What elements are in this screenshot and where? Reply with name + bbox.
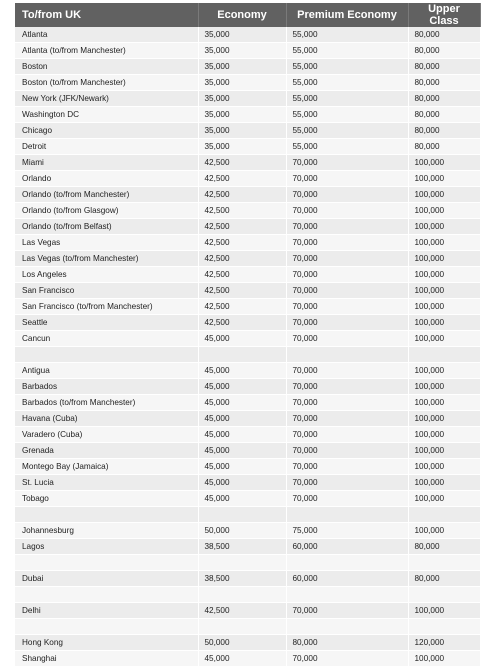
economy-cell: 45,000 xyxy=(198,331,286,347)
premium-economy-cell: 60,000 xyxy=(286,571,408,587)
upper-class-cell: 100,000 xyxy=(408,171,480,187)
upper-class-cell: 100,000 xyxy=(408,603,480,619)
economy-cell: 42,500 xyxy=(198,267,286,283)
premium-economy-cell: 70,000 xyxy=(286,219,408,235)
route-cell: St. Lucia xyxy=(15,475,198,491)
upper-class-cell: 100,000 xyxy=(408,203,480,219)
header-premium-economy: Premium Economy xyxy=(286,3,408,27)
economy-cell: 35,000 xyxy=(198,43,286,59)
premium-economy-cell: 55,000 xyxy=(286,75,408,91)
header-route: To/from UK xyxy=(15,3,198,27)
route-cell: Barbados (to/from Manchester) xyxy=(15,395,198,411)
upper-class-cell: 80,000 xyxy=(408,107,480,123)
spacer-row xyxy=(15,555,480,571)
rewards-table xyxy=(15,3,481,667)
route-cell: Havana (Cuba) xyxy=(15,411,198,427)
route-cell: Johannesburg xyxy=(15,523,198,539)
table-row xyxy=(15,171,480,187)
upper-class-cell: 100,000 xyxy=(408,411,480,427)
economy-cell: 45,000 xyxy=(198,459,286,475)
route-cell: Shanghai xyxy=(15,651,198,667)
upper-class-cell: 80,000 xyxy=(408,123,480,139)
route-cell: San Francisco xyxy=(15,283,198,299)
premium-economy-cell: 70,000 xyxy=(286,315,408,331)
upper-class-cell: 100,000 xyxy=(408,251,480,267)
upper-class-cell: 100,000 xyxy=(408,523,480,539)
economy-cell xyxy=(198,587,286,603)
upper-class-cell xyxy=(408,555,480,571)
premium-economy-cell: 55,000 xyxy=(286,123,408,139)
route-cell: Varadero (Cuba) xyxy=(15,427,198,443)
table-row xyxy=(15,363,480,379)
route-cell: Atlanta (to/from Manchester) xyxy=(15,43,198,59)
economy-cell: 42,500 xyxy=(198,219,286,235)
rewards-table-container xyxy=(15,3,480,667)
economy-cell: 42,500 xyxy=(198,283,286,299)
route-cell: Grenada xyxy=(15,443,198,459)
table-row xyxy=(15,411,480,427)
premium-economy-cell: 55,000 xyxy=(286,91,408,107)
route-cell: Barbados xyxy=(15,379,198,395)
route-cell: Orlando (to/from Glasgow) xyxy=(15,203,198,219)
route-cell: Washington DC xyxy=(15,107,198,123)
route-cell: Montego Bay (Jamaica) xyxy=(15,459,198,475)
premium-economy-cell: 80,000 xyxy=(286,635,408,651)
table-row xyxy=(15,219,480,235)
economy-cell: 35,000 xyxy=(198,91,286,107)
economy-cell: 35,000 xyxy=(198,27,286,43)
route-cell: Atlanta xyxy=(15,27,198,43)
upper-class-cell: 80,000 xyxy=(408,59,480,75)
route-cell: Detroit xyxy=(15,139,198,155)
table-row xyxy=(15,235,480,251)
upper-class-cell: 80,000 xyxy=(408,571,480,587)
economy-cell: 35,000 xyxy=(198,139,286,155)
economy-cell: 42,500 xyxy=(198,155,286,171)
header-upper-class: Upper Class xyxy=(408,3,480,27)
table-row xyxy=(15,187,480,203)
table-row xyxy=(15,203,480,219)
upper-class-cell: 100,000 xyxy=(408,651,480,667)
premium-economy-cell: 75,000 xyxy=(286,523,408,539)
premium-economy-cell: 70,000 xyxy=(286,203,408,219)
economy-cell: 35,000 xyxy=(198,75,286,91)
economy-cell xyxy=(198,347,286,363)
route-cell: Orlando (to/from Belfast) xyxy=(15,219,198,235)
economy-cell: 38,500 xyxy=(198,539,286,555)
route-cell: New York (JFK/Newark) xyxy=(15,91,198,107)
route-cell: Tobago xyxy=(15,491,198,507)
premium-economy-cell: 70,000 xyxy=(286,459,408,475)
table-row xyxy=(15,491,480,507)
economy-cell xyxy=(198,619,286,635)
table-row xyxy=(15,571,480,587)
route-cell: Los Angeles xyxy=(15,267,198,283)
premium-economy-cell: 70,000 xyxy=(286,443,408,459)
premium-economy-cell xyxy=(286,555,408,571)
economy-cell: 42,500 xyxy=(198,251,286,267)
premium-economy-cell xyxy=(286,507,408,523)
economy-cell: 50,000 xyxy=(198,523,286,539)
table-row xyxy=(15,475,480,491)
route-cell: Orlando xyxy=(15,171,198,187)
economy-cell: 45,000 xyxy=(198,411,286,427)
table-row xyxy=(15,379,480,395)
economy-cell: 35,000 xyxy=(198,59,286,75)
spacer-row xyxy=(15,507,480,523)
route-cell: Orlando (to/from Manchester) xyxy=(15,187,198,203)
premium-economy-cell: 70,000 xyxy=(286,411,408,427)
table-row xyxy=(15,635,480,651)
premium-economy-cell xyxy=(286,347,408,363)
premium-economy-cell: 70,000 xyxy=(286,603,408,619)
upper-class-cell: 100,000 xyxy=(408,427,480,443)
upper-class-cell: 80,000 xyxy=(408,91,480,107)
route-cell: Chicago xyxy=(15,123,198,139)
economy-cell: 45,000 xyxy=(198,427,286,443)
economy-cell: 42,500 xyxy=(198,235,286,251)
route-cell: Boston (to/from Manchester) xyxy=(15,75,198,91)
premium-economy-cell: 70,000 xyxy=(286,651,408,667)
upper-class-cell: 100,000 xyxy=(408,395,480,411)
upper-class-cell: 100,000 xyxy=(408,299,480,315)
economy-cell xyxy=(198,555,286,571)
economy-cell: 45,000 xyxy=(198,363,286,379)
premium-economy-cell: 55,000 xyxy=(286,139,408,155)
upper-class-cell: 80,000 xyxy=(408,539,480,555)
upper-class-cell: 100,000 xyxy=(408,363,480,379)
route-cell: Dubai xyxy=(15,571,198,587)
table-row xyxy=(15,523,480,539)
table-row xyxy=(15,315,480,331)
premium-economy-cell: 55,000 xyxy=(286,107,408,123)
upper-class-cell xyxy=(408,507,480,523)
premium-economy-cell: 55,000 xyxy=(286,43,408,59)
premium-economy-cell: 70,000 xyxy=(286,251,408,267)
premium-economy-cell: 70,000 xyxy=(286,427,408,443)
premium-economy-cell: 70,000 xyxy=(286,283,408,299)
economy-cell: 35,000 xyxy=(198,107,286,123)
economy-cell: 35,000 xyxy=(198,123,286,139)
premium-economy-cell: 70,000 xyxy=(286,155,408,171)
upper-class-cell: 100,000 xyxy=(408,443,480,459)
economy-cell: 45,000 xyxy=(198,651,286,667)
upper-class-cell: 80,000 xyxy=(408,75,480,91)
upper-class-cell: 100,000 xyxy=(408,155,480,171)
premium-economy-cell xyxy=(286,619,408,635)
upper-class-cell: 120,000 xyxy=(408,635,480,651)
premium-economy-cell: 55,000 xyxy=(286,27,408,43)
economy-cell: 38,500 xyxy=(198,571,286,587)
table-row xyxy=(15,123,480,139)
route-cell: Boston xyxy=(15,59,198,75)
premium-economy-cell: 70,000 xyxy=(286,331,408,347)
table-row xyxy=(15,251,480,267)
economy-cell: 42,500 xyxy=(198,171,286,187)
table-row xyxy=(15,27,480,43)
upper-class-cell: 100,000 xyxy=(408,475,480,491)
upper-class-cell: 80,000 xyxy=(408,139,480,155)
economy-cell: 50,000 xyxy=(198,635,286,651)
spacer-row xyxy=(15,619,480,635)
economy-cell: 45,000 xyxy=(198,379,286,395)
premium-economy-cell: 70,000 xyxy=(286,475,408,491)
table-row xyxy=(15,603,480,619)
table-row xyxy=(15,43,480,59)
route-cell xyxy=(15,619,198,635)
upper-class-cell: 100,000 xyxy=(408,187,480,203)
upper-class-cell: 100,000 xyxy=(408,315,480,331)
table-row xyxy=(15,107,480,123)
route-cell: Antigua xyxy=(15,363,198,379)
route-cell: San Francisco (to/from Manchester) xyxy=(15,299,198,315)
premium-economy-cell: 55,000 xyxy=(286,59,408,75)
economy-cell: 45,000 xyxy=(198,491,286,507)
route-cell: Las Vegas (to/from Manchester) xyxy=(15,251,198,267)
spacer-row xyxy=(15,587,480,603)
premium-economy-cell: 60,000 xyxy=(286,539,408,555)
upper-class-cell: 100,000 xyxy=(408,459,480,475)
table-row xyxy=(15,267,480,283)
route-cell xyxy=(15,507,198,523)
route-cell: Hong Kong xyxy=(15,635,198,651)
route-cell xyxy=(15,587,198,603)
economy-cell: 45,000 xyxy=(198,443,286,459)
premium-economy-cell xyxy=(286,587,408,603)
table-header xyxy=(15,3,480,27)
economy-cell: 45,000 xyxy=(198,475,286,491)
premium-economy-cell: 70,000 xyxy=(286,171,408,187)
table-row xyxy=(15,539,480,555)
upper-class-cell xyxy=(408,619,480,635)
upper-class-cell: 100,000 xyxy=(408,267,480,283)
route-cell: Lagos xyxy=(15,539,198,555)
upper-class-cell xyxy=(408,347,480,363)
premium-economy-cell: 70,000 xyxy=(286,395,408,411)
upper-class-cell: 80,000 xyxy=(408,43,480,59)
spacer-row xyxy=(15,347,480,363)
route-cell: Cancun xyxy=(15,331,198,347)
table-row xyxy=(15,299,480,315)
table-body xyxy=(15,27,480,667)
premium-economy-cell: 70,000 xyxy=(286,267,408,283)
upper-class-cell xyxy=(408,587,480,603)
table-row xyxy=(15,651,480,667)
upper-class-cell: 100,000 xyxy=(408,331,480,347)
table-row xyxy=(15,75,480,91)
header-row xyxy=(15,3,480,27)
economy-cell: 42,500 xyxy=(198,299,286,315)
table-row xyxy=(15,395,480,411)
route-cell xyxy=(15,555,198,571)
table-row xyxy=(15,443,480,459)
upper-class-cell: 100,000 xyxy=(408,219,480,235)
economy-cell xyxy=(198,507,286,523)
table-row xyxy=(15,155,480,171)
upper-class-cell: 100,000 xyxy=(408,235,480,251)
table-row xyxy=(15,459,480,475)
premium-economy-cell: 70,000 xyxy=(286,363,408,379)
upper-class-cell: 100,000 xyxy=(408,283,480,299)
table-row xyxy=(15,139,480,155)
premium-economy-cell: 70,000 xyxy=(286,491,408,507)
premium-economy-cell: 70,000 xyxy=(286,299,408,315)
economy-cell: 42,500 xyxy=(198,203,286,219)
upper-class-cell: 100,000 xyxy=(408,491,480,507)
upper-class-cell: 100,000 xyxy=(408,379,480,395)
table-row xyxy=(15,283,480,299)
table-row xyxy=(15,427,480,443)
table-row xyxy=(15,91,480,107)
economy-cell: 45,000 xyxy=(198,395,286,411)
header-economy: Economy xyxy=(198,3,286,27)
route-cell: Miami xyxy=(15,155,198,171)
route-cell: Seattle xyxy=(15,315,198,331)
table-row xyxy=(15,331,480,347)
upper-class-cell: 80,000 xyxy=(408,27,480,43)
premium-economy-cell: 70,000 xyxy=(286,187,408,203)
premium-economy-cell: 70,000 xyxy=(286,235,408,251)
table-row xyxy=(15,59,480,75)
economy-cell: 42,500 xyxy=(198,315,286,331)
economy-cell: 42,500 xyxy=(198,603,286,619)
route-cell: Las Vegas xyxy=(15,235,198,251)
economy-cell: 42,500 xyxy=(198,187,286,203)
premium-economy-cell: 70,000 xyxy=(286,379,408,395)
route-cell: Delhi xyxy=(15,603,198,619)
route-cell xyxy=(15,347,198,363)
